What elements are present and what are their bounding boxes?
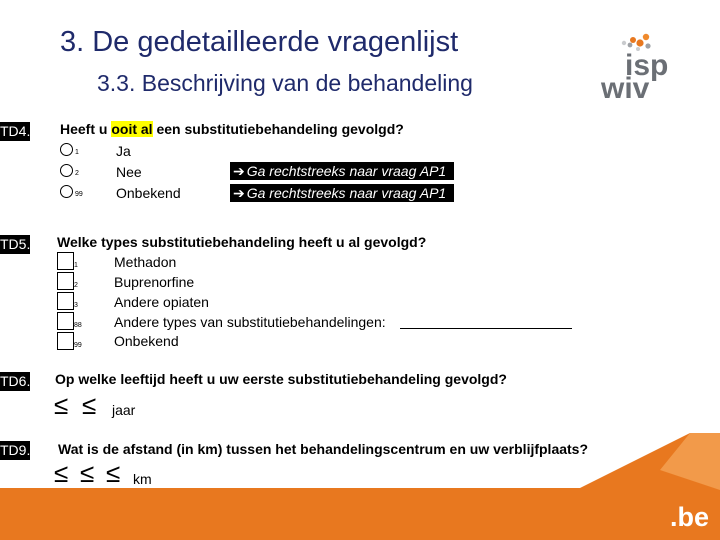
option-label-ja: Ja bbox=[116, 143, 131, 159]
option-label-andere-types: Andere types van substitutiebehandelingen: bbox=[114, 314, 386, 330]
option-label-andere-opiaten: Andere opiaten bbox=[114, 294, 209, 310]
option-code: 3 bbox=[74, 302, 78, 309]
footer-orange-shape bbox=[0, 433, 720, 540]
question-id-td9: TD9. bbox=[0, 442, 30, 458]
option-label-onbekend: Onbekend bbox=[116, 185, 181, 201]
question-td6-text: Op welke leeftijd heeft u uw eerste substitutiebehandeling gevolgd? bbox=[55, 371, 507, 387]
arrow-right-icon: ➔ bbox=[233, 185, 245, 201]
radio-td4-nee[interactable] bbox=[60, 164, 73, 177]
question-td5-text: Welke types substitutiebehandeling heeft u al gevolgd? bbox=[57, 234, 427, 250]
checkbox-andere-types[interactable] bbox=[57, 312, 74, 330]
question-td4-highlight: ooit al bbox=[111, 121, 153, 137]
logo-text-wiv: wiv bbox=[601, 72, 650, 102]
option-code: 99 bbox=[74, 342, 82, 349]
radio-td4-ja[interactable] bbox=[60, 143, 73, 156]
question-td4-text-before: Heeft u bbox=[60, 121, 112, 137]
goto-instruction bbox=[230, 162, 454, 180]
goto-text: Ga rechtstreeks naar vraag AP1 bbox=[246, 185, 447, 201]
logo-dot bbox=[622, 41, 626, 45]
option-code: 99 bbox=[75, 191, 83, 198]
arrow-right-icon: ➔ bbox=[233, 163, 245, 179]
option-code: 1 bbox=[75, 149, 79, 156]
answer-box-symbol[interactable]: ≤ bbox=[54, 390, 69, 420]
logo-dot bbox=[636, 39, 643, 46]
option-code: 2 bbox=[74, 282, 78, 289]
unit-label-jaar: jaar bbox=[112, 402, 136, 418]
question-td9-text: Wat is de afstand (in km) tussen het behandelingscentrum en uw verblijfplaats? bbox=[58, 441, 589, 457]
isp-wiv-logo bbox=[598, 32, 680, 102]
option-code: 1 bbox=[74, 262, 78, 269]
checkbox-methadon[interactable] bbox=[57, 252, 74, 270]
option-label-methadon: Methadon bbox=[114, 254, 177, 270]
radio-td4-onbekend[interactable] bbox=[60, 185, 73, 198]
logo-dot bbox=[645, 43, 650, 48]
checkbox-onbekend[interactable] bbox=[57, 332, 74, 350]
logo-dot bbox=[643, 34, 649, 40]
goto-instruction bbox=[230, 184, 454, 202]
fill-in-line[interactable] bbox=[400, 328, 572, 329]
option-code: 2 bbox=[75, 170, 79, 177]
option-code: 88 bbox=[74, 322, 82, 329]
option-label-onbekend: Onbekend bbox=[114, 333, 179, 349]
question-id-td4: TD4. bbox=[0, 123, 30, 139]
question-id-td6: TD6. bbox=[0, 373, 30, 389]
logo-dot bbox=[630, 37, 636, 43]
question-id-td5: TD5. bbox=[0, 236, 30, 252]
unit-label-km: km bbox=[133, 471, 152, 487]
answer-box-symbol[interactable]: ≤ bbox=[80, 458, 95, 488]
logo-dot bbox=[628, 43, 633, 48]
page-subtitle: 3.3. Beschrijving van de behandeling bbox=[97, 70, 473, 96]
goto-text: Ga rechtstreeks naar vraag AP1 bbox=[246, 163, 447, 179]
be-logo: .be bbox=[670, 502, 710, 532]
question-td4-text-after: een substitutiebehandeling gevolgd? bbox=[152, 121, 404, 137]
answer-box-symbol[interactable]: ≤ bbox=[82, 390, 97, 420]
option-label-nee: Nee bbox=[116, 164, 142, 180]
option-label-buprenorfine: Buprenorfine bbox=[114, 274, 195, 290]
answer-box-symbol[interactable]: ≤ bbox=[106, 458, 121, 488]
footer-band bbox=[0, 430, 720, 540]
answer-box-symbol[interactable]: ≤ bbox=[54, 458, 69, 488]
page-title: 3. De gedetailleerde vragenlijst bbox=[60, 26, 459, 58]
checkbox-buprenorfine[interactable] bbox=[57, 272, 74, 290]
question-td4-text bbox=[60, 121, 404, 137]
checkbox-andere-opiaten[interactable] bbox=[57, 292, 74, 310]
logo-text-isp: isp bbox=[625, 49, 669, 82]
